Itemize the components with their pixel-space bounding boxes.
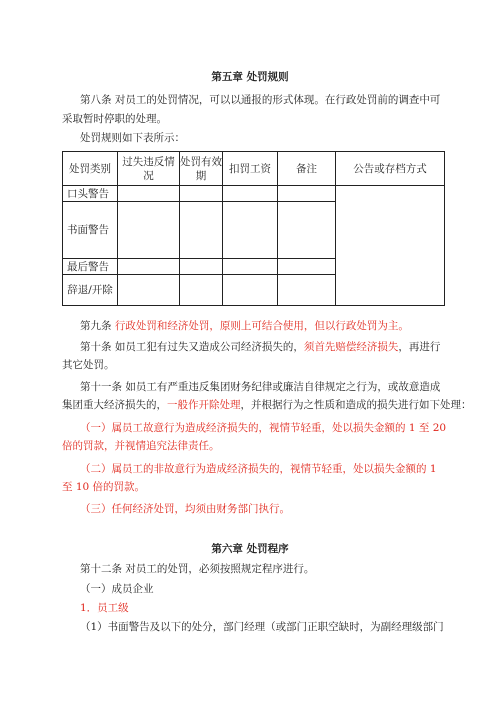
article9-prefix: 第九条 xyxy=(80,320,115,332)
clause2-line1: （二）属员工的非故意行为造成经济损失的，视情节轻重，处以损失金额的 1 xyxy=(80,463,437,475)
table-cell xyxy=(118,275,180,306)
chapter6-title: 第六章 处罚程序 xyxy=(211,543,289,555)
table-cell xyxy=(278,275,336,306)
clause2-line2: 至 10 倍的罚款。 xyxy=(62,481,146,493)
row-verbal-warning: 口头警告 xyxy=(63,186,118,202)
article11-text-a: 集团重大经济损失的， xyxy=(62,399,167,411)
header-category: 处罚类别 xyxy=(63,152,118,186)
penalty-rules-table xyxy=(62,151,445,306)
table-cell xyxy=(118,186,180,202)
article11-line1: 第十一条 如员工有严重违反集团财务纪律或廉洁自律规定之行为，或故意造成 xyxy=(80,381,441,393)
article8-line1: 第八条 对员工的处罚情况，可以以通报的形式体现。在行政处罚前的调查中可 xyxy=(80,94,441,106)
table-cell xyxy=(223,275,278,306)
row-dismissal: 辞退/开除 xyxy=(63,275,118,306)
table-cell xyxy=(180,186,223,202)
article10-text-b: ，再进行 xyxy=(398,341,441,353)
header-violation: 过失违反情况 xyxy=(118,152,180,186)
table-cell xyxy=(180,259,223,275)
table-intro: 处罚规则如下表所示： xyxy=(80,132,185,144)
table-cell xyxy=(278,186,336,202)
header-wage-deduction: 扣罚工资 xyxy=(223,152,278,186)
article9 xyxy=(80,319,409,333)
subsection-staff-level: 1．员工级 xyxy=(80,602,129,614)
article10-red-text: 须首先赔偿经济损失 xyxy=(303,341,399,353)
chapter5-title: 第五章 处罚规则 xyxy=(211,71,289,83)
article11-line2 xyxy=(62,398,472,412)
header-remarks: 备注 xyxy=(278,152,336,186)
header-announce-method: 公告或存档方式 xyxy=(336,152,445,186)
table-cell xyxy=(180,202,223,259)
table-cell xyxy=(223,259,278,275)
header-validity: 处罚有效期 xyxy=(180,152,223,186)
table-cell xyxy=(118,259,180,275)
table-cell xyxy=(278,202,336,259)
article10-text-a: 第十条 如员工犯有过失又造成公司经济损失的， xyxy=(80,341,304,353)
article11-text-b: ，并根据行为之性质和造成的损失进行如下处理： xyxy=(240,399,472,411)
article11-red-text: 一般作开除处理 xyxy=(167,399,241,411)
article10-line1 xyxy=(80,340,440,354)
row-final-warning: 最后警告 xyxy=(63,259,118,275)
clause1-line2: 倍的罚款，并视情追究法律责任。 xyxy=(62,440,220,452)
table-cell xyxy=(278,259,336,275)
row-written-warning: 书面警告 xyxy=(63,202,118,259)
article9-red-text: 行政处罚和经济处罚，原则上可结合使用，但以行政处罚为主。 xyxy=(114,320,409,332)
clause3: （三）任何经济处罚，均须由财务部门执行。 xyxy=(80,503,290,515)
article8-line2: 采取暂时停职的处理。 xyxy=(62,113,167,125)
table-cell xyxy=(118,202,180,259)
article10-line2: 其它处罚。 xyxy=(62,359,115,371)
announce-method-cell xyxy=(336,186,445,306)
table-cell xyxy=(223,186,278,202)
subsection-member-companies: （一）成员企业 xyxy=(80,583,154,595)
table-cell xyxy=(223,202,278,259)
clause1-line1: （一）属员工故意行为造成经济损失的，视情节轻重，处以损失金额的 1 至 20 xyxy=(80,422,447,434)
table-header-row xyxy=(63,152,445,186)
item-written-warning-procedure: （1）书面警告及以下的处分，部门经理（或部门正职空缺时，为副经理级部门 xyxy=(80,621,444,633)
table-row xyxy=(63,186,445,202)
article12: 第十二条 对员工的处罚，必须按照规定程序进行。 xyxy=(80,563,315,575)
table-cell xyxy=(180,275,223,306)
